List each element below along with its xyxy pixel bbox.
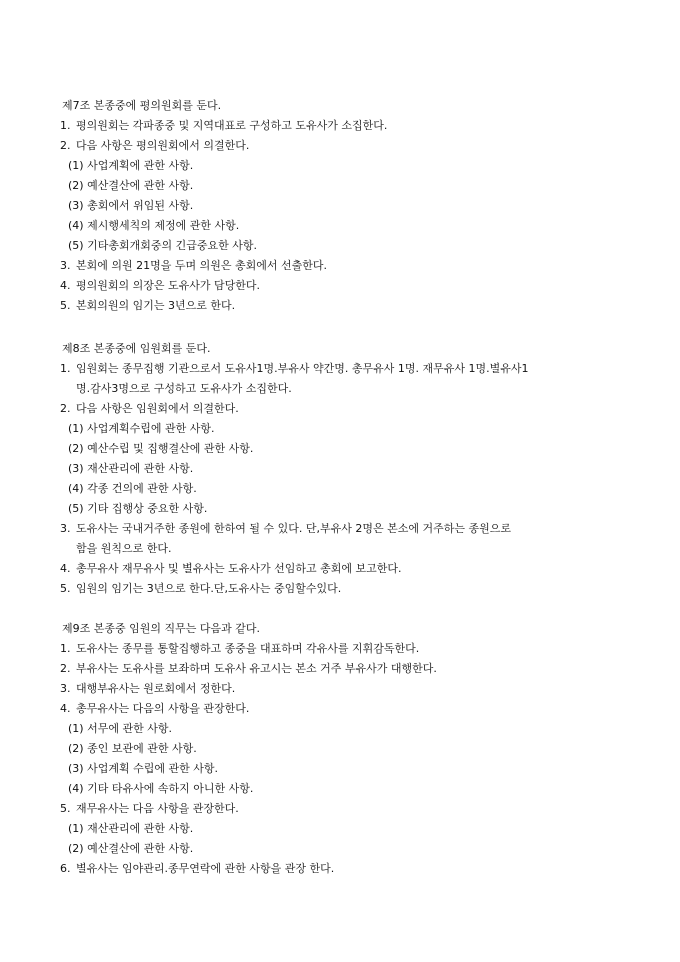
sub-item: (2) 예산결산에 관한 사항.	[68, 179, 194, 192]
item-number: 2.	[60, 662, 71, 675]
sub-item: (1) 서무에 관한 사항.	[68, 722, 172, 735]
item-text: 평의원회의 의장은 도유사가 담당한다.	[76, 279, 261, 292]
list-item	[60, 679, 640, 699]
item-number: 5.	[60, 802, 71, 815]
sub-item: (1) 재산관리에 관한 사항.	[68, 822, 194, 835]
sub-item: (5) 기타 집행상 중요한 사항.	[68, 502, 208, 515]
list-item-continuation	[60, 539, 640, 559]
sub-item: (5) 기타총회개회중의 긴급중요한 사항.	[68, 239, 257, 252]
item-number: 2.	[60, 139, 71, 152]
item-text-continued: 함을 원칙으로 한다.	[76, 542, 172, 555]
item-number: 3.	[60, 522, 71, 535]
list-item	[60, 256, 640, 276]
sub-item: (2) 예산결산에 관한 사항.	[68, 842, 194, 855]
article-9	[60, 619, 640, 879]
item-number: 1.	[60, 119, 71, 132]
item-text: 본회의원의 임기는 3년으로 한다.	[76, 299, 236, 312]
item-text: 총무유사 재무유사 및 별유사는 도유사가 선임하고 총회에 보고한다.	[76, 562, 402, 575]
item-text: 도유사는 종무를 통할집행하고 종중을 대표하며 각유사를 지휘감독한다.	[76, 642, 420, 655]
item-text: 부유사는 도유사를 보좌하며 도유사 유고시는 본소 거주 부유사가 대행한다.	[76, 662, 437, 675]
item-number: 3.	[60, 259, 71, 272]
sub-item: (4) 제시행세칙의 제정에 관한 사항.	[68, 219, 240, 232]
item-text: 대행부유사는 원로회에서 정한다.	[76, 682, 236, 695]
item-number: 1.	[60, 642, 71, 655]
sub-item: (1) 사업계획에 관한 사항.	[68, 159, 194, 172]
article-7	[60, 96, 640, 316]
item-text-continued: 명.감사3명으로 구성하고 도유사가 소집한다.	[76, 382, 292, 395]
sub-item: (3) 총회에서 위임된 사항.	[68, 199, 194, 212]
list-item	[60, 639, 640, 659]
list-item	[60, 136, 640, 156]
item-text: 별유사는 임야관리.종무연락에 관한 사항을 관장 한다.	[76, 862, 335, 875]
list-item	[60, 579, 640, 599]
list-item	[60, 276, 640, 296]
list-item	[60, 359, 640, 379]
item-number: 1.	[60, 362, 71, 375]
list-item	[60, 559, 640, 579]
item-text: 본회에 의원 21명을 두며 의원은 총회에서 선출한다.	[76, 259, 327, 272]
sub-item: (2) 예산수립 및 집행결산에 관한 사항.	[68, 442, 254, 455]
item-text: 총무유사는 다음의 사항을 관장한다.	[76, 702, 250, 715]
item-number: 4.	[60, 562, 71, 575]
item-text: 임원회는 종무집행 기관으로서 도유사1명.부유사 약간명. 총무유사 1명. 재무유사 1명.별유사1	[76, 362, 529, 375]
list-item	[60, 699, 640, 719]
sub-item: (3) 재산관리에 관한 사항.	[68, 462, 194, 475]
article-8	[60, 339, 640, 599]
item-text: 다음 사항은 임원회에서 의결한다.	[76, 402, 239, 415]
sub-item: (4) 기타 타유사에 속하지 아니한 사항.	[68, 782, 254, 795]
item-number: 5.	[60, 299, 71, 312]
sub-item: (2) 종인 보관에 관한 사항.	[68, 742, 197, 755]
list-item	[60, 296, 640, 316]
list-item	[60, 399, 640, 419]
item-text: 재무유사는 다음 사항을 관장한다.	[76, 802, 239, 815]
item-text: 임원의 임기는 3년으로 한다.단,도유사는 중임할수있다.	[76, 582, 342, 595]
list-item	[60, 519, 640, 539]
list-item-continuation	[60, 379, 640, 399]
sub-item: (4) 각종 건의에 관한 사항.	[68, 482, 197, 495]
sub-item: (3) 사업계획 수립에 관한 사항.	[68, 762, 218, 775]
item-text: 다음 사항은 평의원회에서 의결한다.	[76, 139, 250, 152]
item-number: 2.	[60, 402, 71, 415]
list-item	[60, 859, 640, 879]
item-number: 3.	[60, 682, 71, 695]
list-item	[60, 799, 640, 819]
list-item	[60, 659, 640, 679]
item-number: 4.	[60, 279, 71, 292]
item-number: 6.	[60, 862, 71, 875]
article-title: 제7조 본종중에 평의원회를 둔다.	[62, 99, 222, 112]
article-title: 제8조 본종중에 임원회를 둔다.	[62, 342, 211, 355]
item-number: 5.	[60, 582, 71, 595]
item-number: 4.	[60, 702, 71, 715]
article-title: 제9조 본종중 임원의 직무는 다음과 같다.	[62, 622, 260, 635]
item-text: 도유사는 국내거주한 종원에 한하여 될 수 있다. 단,부유사 2명은 본소에 거주하는 종원으로	[76, 522, 511, 535]
sub-item: (1) 사업계획수립에 관한 사항.	[68, 422, 215, 435]
item-text: 평의원회는 각파종중 및 지역대표로 구성하고 도유사가 소집한다.	[76, 119, 388, 132]
list-item	[60, 116, 640, 136]
